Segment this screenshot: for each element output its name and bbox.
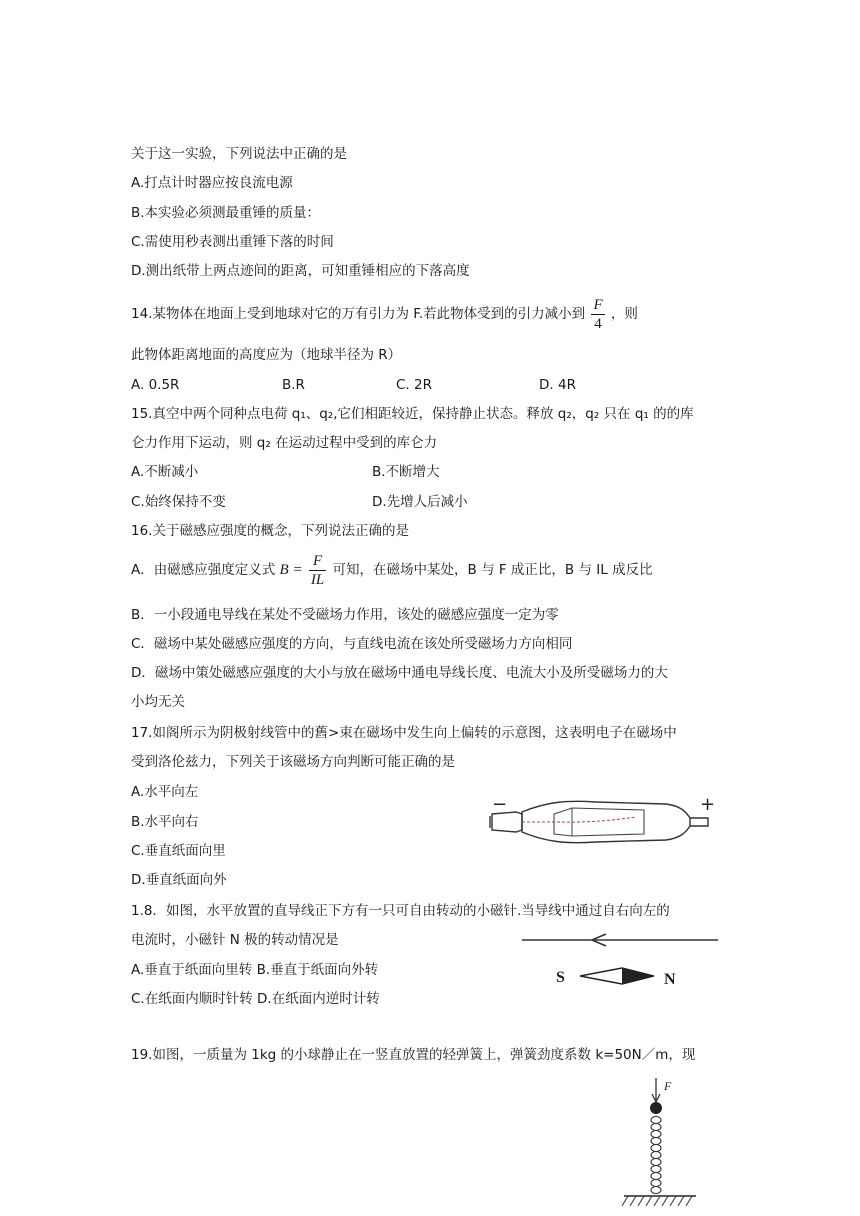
q18-stem-line1: 1.8．如图，水平放置的直导线正下方有一只可自由转动的小磁针.当导线中通过自右向左的	[131, 903, 670, 919]
q14-fraction-denominator: 4	[591, 314, 604, 333]
q15-option-c: C.始终保持不变	[131, 494, 226, 510]
anode-plus-sign: +	[700, 794, 716, 815]
q13-option-d: D.测出纸带上两点迹间的距离，可知重锤相应的下落高度	[131, 263, 470, 279]
compass-s-label: S	[556, 969, 565, 986]
ground-hatch	[622, 1196, 692, 1206]
q13-option-b: B.本实验必须测最重锤的质量：	[131, 205, 321, 221]
q17-option-d: D.垂直纸面向外	[131, 872, 227, 888]
q15-stem-line2: 仑力作用下运动，则 q₂ 在运动过程中受到的库仑力	[131, 435, 438, 451]
q14-stem-post: ，则	[610, 306, 638, 322]
q15-option-b: B.不断增大	[372, 464, 440, 480]
spring-icon	[651, 1117, 661, 1194]
q14-stem-pre: 14.某物体在地面上受到地球对它的万有引力为 F.若此物体受到的引力减小到	[131, 306, 586, 322]
q18-options-cd: C.在纸面内顺时针转 D.在纸面内逆时计转	[131, 991, 380, 1007]
q16-formula-denominator: IL	[310, 571, 325, 588]
ball-spring-figure	[620, 1076, 700, 1210]
q13-option-a: A.打点计时器应按良流电源	[131, 175, 293, 191]
q16-option-c: C．磁场中某处磁感应强度的方向，与直线电流在该处所受磁场力方向相同	[131, 636, 573, 652]
q14-option-b: B.R	[282, 377, 305, 393]
q16-option-a-post: 可知，在磁场中某处，B 与 F 成正比，B 与 IL 成反比	[332, 562, 653, 578]
q15-option-a: A.不断减小	[131, 464, 199, 480]
q16-formula-fraction	[309, 552, 326, 589]
q16-option-d-line2: 小均无关	[131, 694, 185, 710]
q16-option-a-pre: A．由磁感应强度定义式	[131, 562, 276, 578]
q18-stem-line2: 电流时，小磁针 N 极的转动情况是	[131, 932, 339, 948]
q14-option-d: D. 4R	[539, 377, 576, 393]
q14-option-a: A. 0.5R	[131, 377, 180, 393]
q17-stem-line1: 17.如阁所示为阴极射线管中的舊>束在磁场中发生向上偏转的示意图，这表明电子在磁场中	[131, 725, 677, 741]
q17-option-a: A.水平向左	[131, 784, 199, 800]
q13-stem: 关于这一实验，下列说法中正确的是	[131, 146, 347, 162]
cathode-minus-sign: −	[492, 794, 508, 815]
q14-fraction	[591, 296, 604, 333]
q14-stem	[131, 295, 638, 333]
cathode-ray-tube-figure	[486, 790, 720, 850]
q16-option-d-line1: D．磁场中策处磁感应强度的大小与放在磁场中通电导线长度、电流大小及所受磁场力的大	[131, 665, 668, 681]
q18-options-ab: A.垂直于纸面向里转 B.垂直于纸面向外转	[131, 962, 379, 978]
q16-formula-lhs: B =	[279, 562, 303, 578]
q17-option-c: C.垂直纸面向里	[131, 843, 226, 859]
ball-icon	[650, 1102, 662, 1114]
q16-option-b: B．一小段通电导线在某处不受磁场力作用，该处的磁感应强度一定为零	[131, 607, 559, 623]
q15-option-d: D.先增人后减小	[372, 494, 468, 510]
q14-stem-line2: 此物体距离地面的高度应为（地球半径为 R）	[131, 347, 402, 363]
q16-formula-numerator: F	[312, 552, 323, 569]
q16-stem: 16.关于磁感应强度的概念，下列说法正确的是	[131, 523, 409, 539]
q17-option-b: B.水平向右	[131, 814, 199, 830]
force-f-label: F	[664, 1079, 672, 1093]
q14-fraction-numerator: F	[593, 296, 603, 313]
q15-stem-line1: 15.真空中两个同种点电荷 q₁、q₂,它们相距较近，保持静止状态。释放 q₂，q₂ 只在 q₁ 的的库	[131, 406, 694, 422]
q14-option-c: C. 2R	[396, 377, 432, 393]
wire-compass-figure	[518, 926, 722, 996]
q17-stem-line2: 受到洛伦兹力，下列关于该磁场方向判断可能正确的是	[131, 754, 455, 770]
q19-stem-line1: 19.如图，一质量为 1kg 的小球静止在一竖直放置的轻弹簧上，弹簧劲度系数 k=50N／m，现	[131, 1047, 696, 1063]
q16-option-a	[131, 550, 653, 590]
q13-option-c: C.需使用秒表测出重锤下落的时间	[131, 234, 334, 250]
compass-n-label: N	[664, 971, 676, 988]
